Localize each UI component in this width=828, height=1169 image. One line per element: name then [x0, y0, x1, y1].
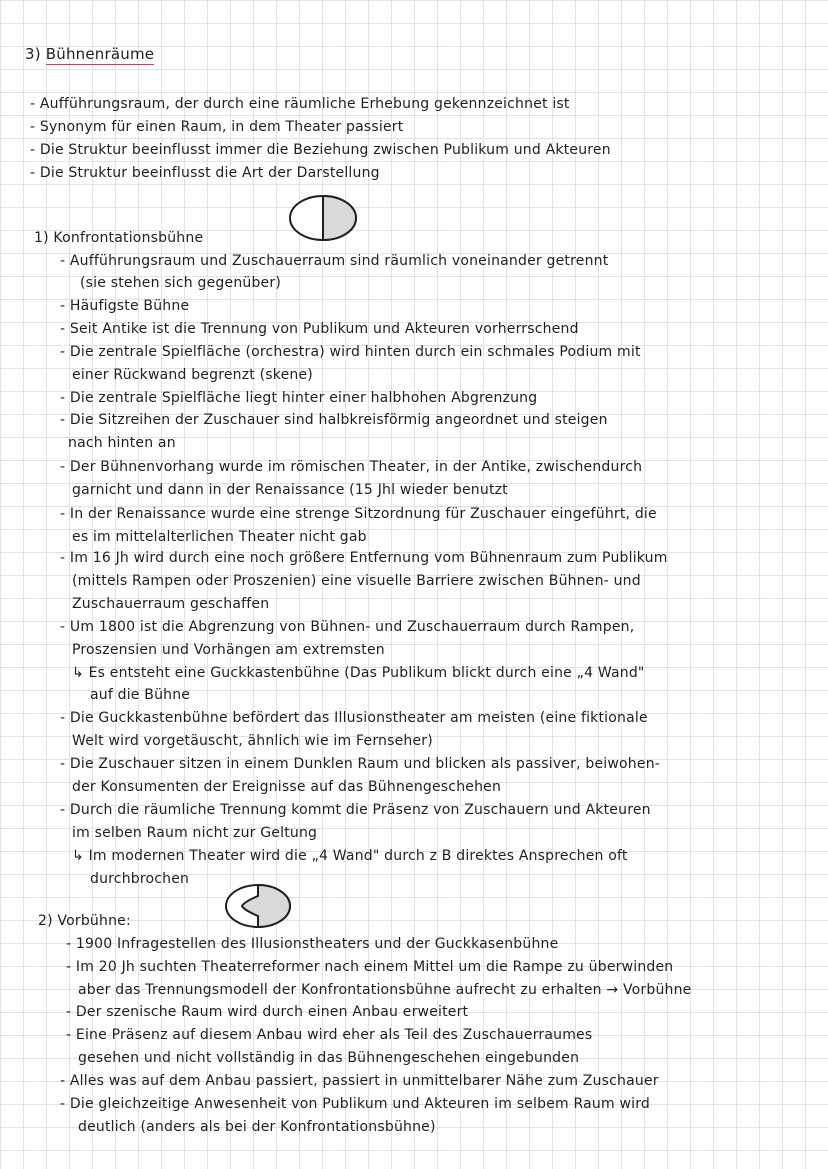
section2-title: 2) Vorbühne:: [38, 913, 131, 929]
section1-line: ↳ Es entsteht eine Guckkastenbühne (Das Publikum blickt durch eine „4 Wand": [72, 665, 645, 681]
section1-line: (sie stehen sich gegenüber): [80, 275, 281, 291]
section2-line: - Eine Präsenz auf diesem Anbau wird eher als Teil des Zuschauerraumes: [66, 1027, 593, 1043]
section2-line: - Der szenische Raum wird durch einen Anbau erweitert: [66, 1004, 469, 1020]
section1-line: - Die zentrale Spielfläche liegt hinter einer halbhohen Abgrenzung: [60, 390, 538, 406]
section1-line: - Um 1800 ist die Abgrenzung von Bühnen- und Zuschauerraum durch Rampen,: [60, 619, 635, 635]
intro-line: - Synonym für einen Raum, in dem Theater passiert: [30, 119, 404, 135]
section2-line: deutlich (anders als bei der Konfrontationsbühne): [78, 1119, 436, 1135]
section2-line: - 1900 Infragestellen des Illusionstheaters und der Guckkasenbühne: [66, 936, 559, 952]
section1-line: - Die Zuschauer sitzen in einem Dunklen Raum und blicken als passiver, beiwohen-: [60, 756, 661, 772]
heading-title: Bühnenräume: [45, 45, 155, 63]
intro-line: - Aufführungsraum, der durch eine räumliche Erhebung gekennzeichnet ist: [30, 96, 570, 112]
section1-line: - Der Bühnenvorhang wurde im römischen Theater, in der Antike, zwischendurch: [60, 459, 643, 475]
section1-line: Zuschauerraum geschaffen: [72, 596, 270, 612]
section1-line: - In der Renaissance wurde eine strenge Sitzordnung für Zuschauer eingeführt, die: [60, 506, 657, 522]
section1-line: garnicht und dann in der Renaissance (15 Jhl wieder benutzt: [72, 482, 508, 498]
section1-line: - Durch die räumliche Trennung kommt die Präsenz von Zuschauern und Akteuren: [60, 802, 651, 818]
section1-line: - Die Sitzreihen der Zuschauer sind halbkreisförmig angeordnet und steigen: [60, 412, 608, 428]
section1-line: ↳ Im modernen Theater wird die „4 Wand" durch z B direktes Ansprechen oft: [72, 848, 628, 864]
section1-line: nach hinten an: [68, 435, 176, 451]
heading-number: 3): [25, 45, 41, 63]
section1-line: - Seit Antike ist die Trennung von Publikum und Akteuren vorherrschend: [60, 321, 579, 337]
section1-line: - Aufführungsraum und Zuschauerraum sind räumlich voneinander getrennt: [60, 253, 609, 269]
section1-line: im selben Raum nicht zur Geltung: [72, 825, 318, 841]
section1-line: durchbrochen: [90, 871, 190, 887]
section1-line: es im mittelalterlichen Theater nicht gab: [72, 529, 367, 545]
section1-line: Welt wird vorgetäuscht, ähnlich wie im Fernseher): [72, 733, 433, 749]
section2-line: gesehen und nicht vollständig in das Bühnengeschehen eingebunden: [78, 1050, 580, 1066]
section1-title: 1) Konfrontationsbühne: [34, 230, 204, 246]
section1-line: - Die zentrale Spielfläche (orchestra) wird hinten durch ein schmales Podium mit: [60, 344, 641, 360]
section2-line: - Die gleichzeitige Anwesenheit von Publikum und Akteuren im selbem Raum wird: [60, 1096, 651, 1112]
section1-line: - Die Guckkastenbühne befördert das Illusionstheater am meisten (eine fiktionale: [60, 710, 648, 726]
section1-line: auf die Bühne: [90, 687, 191, 703]
section1-line: Proszensien und Vorhängen am extremsten: [72, 642, 385, 658]
section2-line: - Alles was auf dem Anbau passiert, passiert in unmittelbarer Nähe zum Zuschauer: [60, 1073, 659, 1089]
konfrontationsbuehne-diagram: [286, 193, 360, 243]
section1-line: einer Rückwand begrenzt (skene): [72, 367, 313, 383]
section1-line: - Im 16 Jh wird durch eine noch größere Entfernung vom Bühnenraum zum Publikum: [60, 550, 668, 566]
section2-line: - Im 20 Jh suchten Theaterreformer nach einem Mittel um die Rampe zu überwinden: [66, 959, 674, 975]
section1-line: - Häufigste Bühne: [60, 298, 190, 314]
heading: [25, 44, 154, 64]
intro-line: - Die Struktur beeinflusst immer die Beziehung zwischen Publikum und Akteuren: [30, 142, 611, 158]
section1-line: der Konsumenten der Ereignisse auf das Bühnengeschehen: [72, 779, 502, 795]
section1-line: (mittels Rampen oder Proszenien) eine visuelle Barriere zwischen Bühnen- und: [72, 573, 641, 589]
intro-line: - Die Struktur beeinflusst die Art der Darstellung: [30, 165, 380, 181]
section2-line: aber das Trennungsmodell der Konfrontationsbühne aufrecht zu erhalten → Vorbühne: [78, 982, 692, 998]
vorbuehne-diagram: [222, 882, 294, 930]
